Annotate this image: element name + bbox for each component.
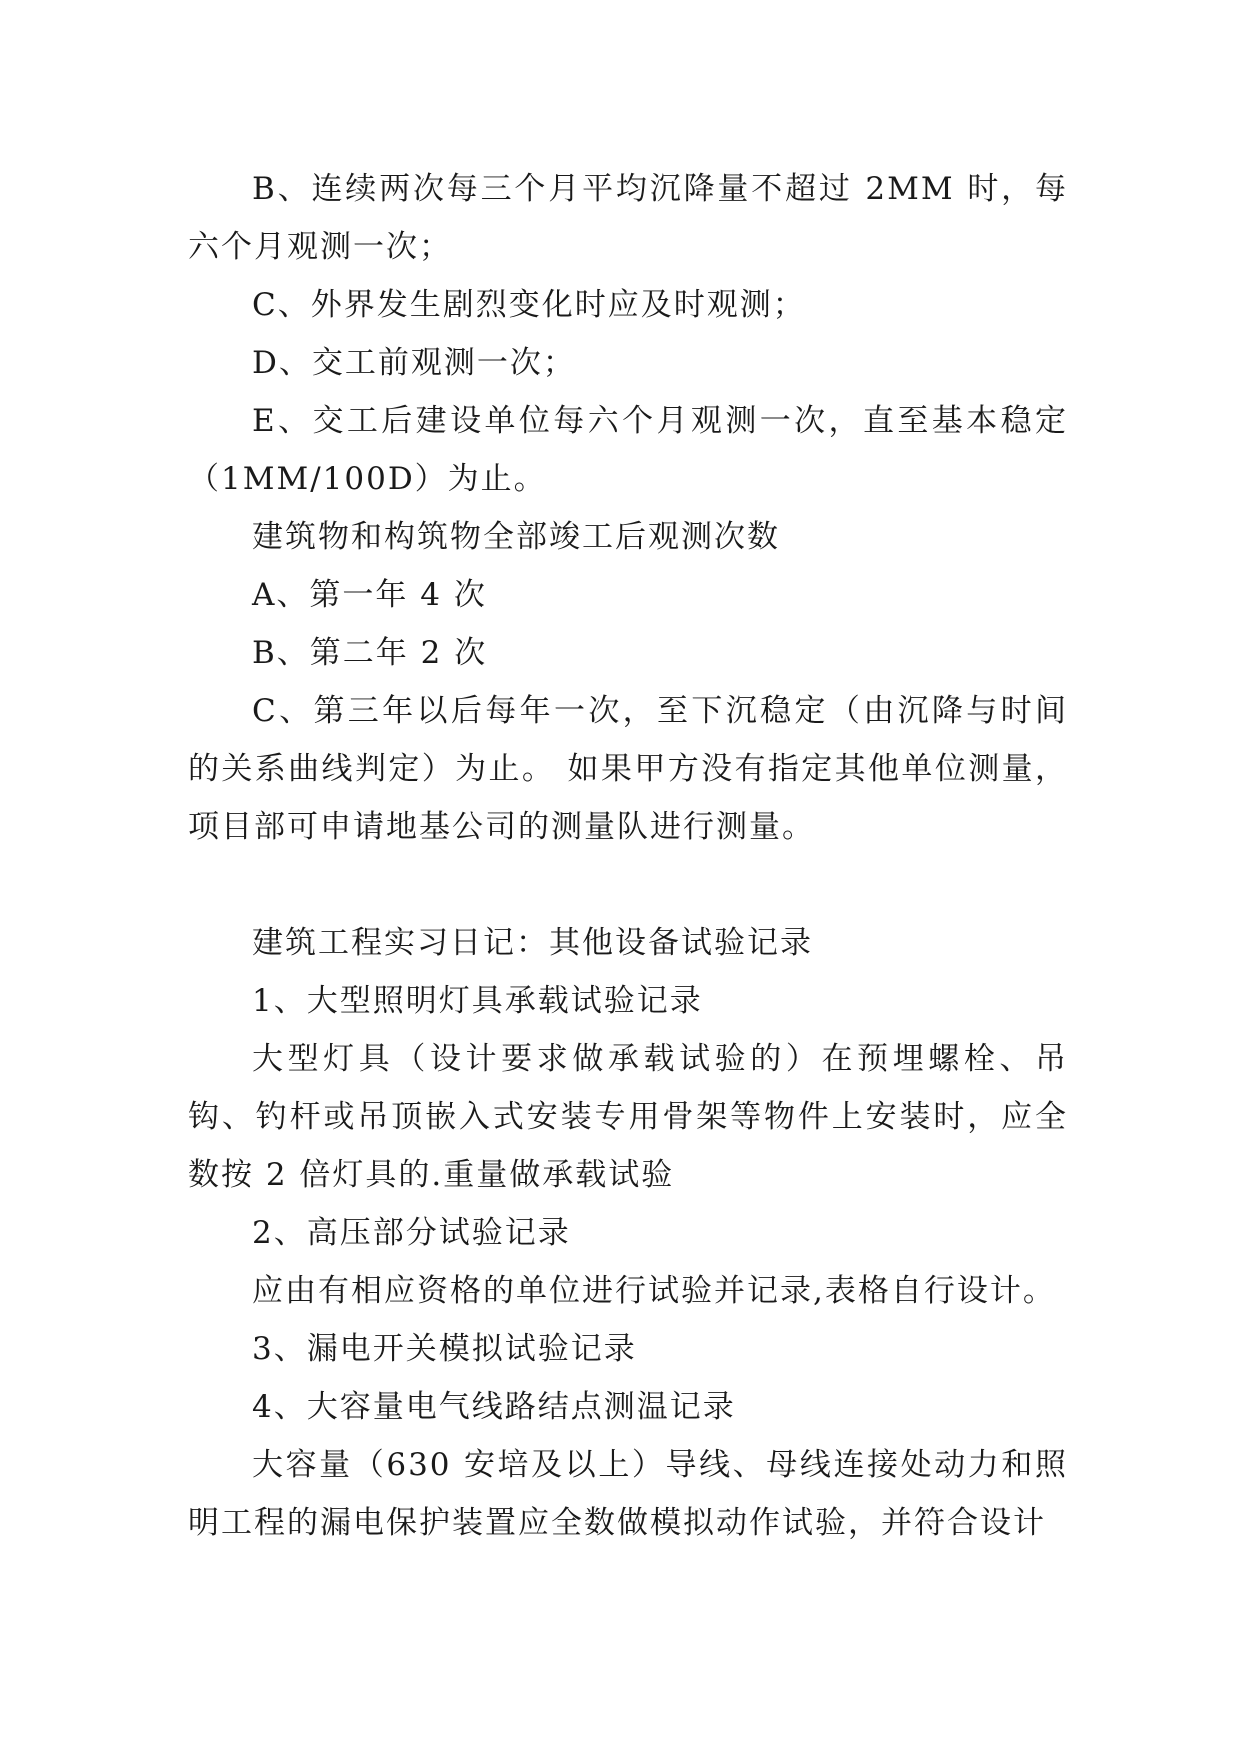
item-3-heading: 3、漏电开关模拟试验记录 — [252, 1331, 637, 1367]
item-4-heading: 4、大容量电气线路结点测温记录 — [252, 1389, 736, 1425]
paragraph-third-year: C、第三年以后每年一次，至下沉稳定（由沉降与时间的关系曲线判定）为止。 如果甲方没有指定其他单位测量，项目部可申请地基公司的测量队进行测量。 — [188, 693, 1068, 845]
item-4-body: 大容量（630 安培及以上）导线、母线连接处动力和照明工程的漏电保护装置应全数做模拟动作试验，并符合设计 — [188, 1447, 1068, 1541]
paragraph-second-year: B、第二年 2 次 — [252, 635, 488, 671]
paragraph-e-monitoring: E、交工后建设单位每六个月观测一次，直至基本稳定（1MM/100D）为止。 — [188, 403, 1068, 497]
item-1-heading: 1、大型照明灯具承载试验记录 — [252, 983, 703, 1019]
paragraph-b-monitoring: B、连续两次每三个月平均沉降量不超过 2MM 时，每六个月观测一次； — [188, 171, 1068, 265]
item-2-body: 应由有相应资格的单位进行试验并记录,表格自行设计。 — [252, 1273, 1056, 1309]
paragraph-c-monitoring: C、外界发生剧烈变化时应及时观测； — [252, 287, 806, 323]
paragraph-observation-count-heading: 建筑物和构筑物全部竣工后观测次数 — [252, 519, 780, 555]
item-1-body: 大型灯具（设计要求做承载试验的）在预埋螺栓、吊钩、钓杆或吊顶嵌入式安装专用骨架等物件上安装时，应全数按 2 倍灯具的.重量做承载试验 — [188, 1041, 1068, 1193]
section-heading: 建筑工程实习日记：其他设备试验记录 — [252, 925, 813, 961]
item-2-heading: 2、高压部分试验记录 — [252, 1215, 571, 1251]
document-body — [188, 160, 1068, 1552]
paragraph-first-year: A、第一年 4 次 — [252, 577, 487, 613]
paragraph-d-monitoring: D、交工前观测一次； — [252, 345, 576, 381]
